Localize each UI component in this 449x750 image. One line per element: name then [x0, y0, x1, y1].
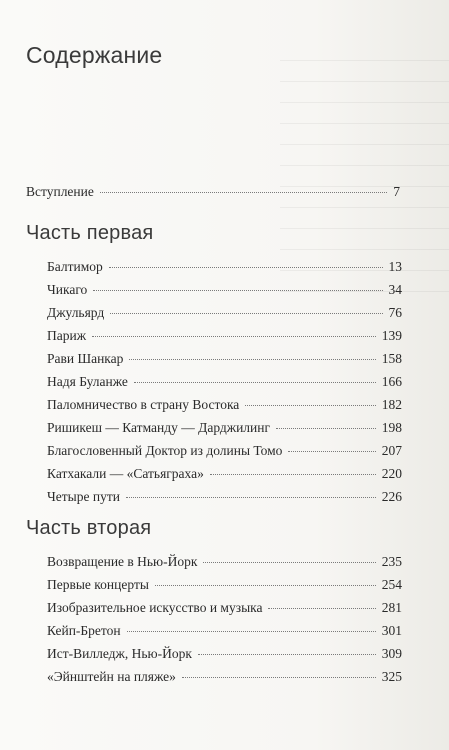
dot-leader [100, 192, 387, 193]
toc-entry [47, 600, 402, 616]
entry-label: Первые концерты [47, 577, 149, 592]
entry-label: Изобразительное искусство и музыка [47, 600, 263, 615]
entry-label: Париж [47, 328, 87, 343]
entry-label: Четыре пути [47, 489, 120, 504]
toc-entry [47, 623, 402, 639]
entry-page: 226 [381, 489, 402, 504]
toc-entry [47, 259, 402, 275]
dot-leader [92, 336, 376, 337]
entry-page: 254 [381, 577, 402, 592]
dot-leader [126, 497, 376, 498]
entry-page: 182 [381, 397, 402, 412]
dot-leader [93, 290, 382, 291]
dot-leader [110, 313, 382, 314]
dot-leader [245, 405, 375, 406]
entry-label: Возвращение в Нью-Йорк [47, 554, 198, 569]
dot-leader [203, 562, 375, 563]
toc-entry [47, 669, 402, 685]
toc-entry-intro [26, 184, 400, 200]
dot-leader [210, 474, 376, 475]
entry-page: 158 [381, 351, 402, 366]
toc-entry [47, 554, 402, 570]
toc-title: Содержание [26, 42, 163, 68]
entry-label: Рави Шанкар [47, 351, 124, 366]
dot-leader [127, 631, 376, 632]
dot-leader [129, 359, 375, 360]
part-one-title: Часть первая [26, 222, 154, 244]
entry-page: 34 [388, 282, 402, 297]
entry-label: Ист-Вилледж, Нью-Йорк [47, 646, 192, 661]
part-two-title: Часть вторая [26, 517, 152, 539]
entry-label: Джульярд [47, 305, 105, 320]
dot-leader [268, 608, 375, 609]
entry-label: Кейп-Бретон [47, 623, 121, 638]
dot-leader [198, 654, 376, 655]
toc-entry [47, 328, 402, 344]
entry-label: Катхакали — «Сатьяграха» [47, 466, 204, 481]
dot-leader [109, 267, 383, 268]
entry-page: 139 [381, 328, 402, 343]
entry-page: 325 [381, 669, 402, 684]
toc-entry [47, 305, 402, 321]
entry-page: 7 [393, 184, 400, 199]
entry-label: Балтимор [47, 259, 103, 274]
entry-label: Надя Буланже [47, 374, 128, 389]
entry-page: 207 [381, 443, 402, 458]
entry-label: «Эйнштейн на пляже» [47, 669, 176, 684]
dot-leader [288, 451, 375, 452]
entry-page: 281 [381, 600, 402, 615]
dot-leader [134, 382, 376, 383]
toc-entry [47, 466, 402, 482]
dot-leader [276, 428, 376, 429]
entry-label: Ришикеш — Катманду — Дарджилинг [47, 420, 271, 435]
entry-page: 220 [381, 466, 402, 481]
toc-entry [47, 489, 402, 505]
toc-entry [47, 577, 402, 593]
entry-label: Чикаго [47, 282, 88, 297]
entry-page: 13 [388, 259, 402, 274]
entry-page: 235 [381, 554, 402, 569]
entry-page: 309 [381, 646, 402, 661]
toc-entry [47, 282, 402, 298]
entry-page: 198 [381, 420, 402, 435]
entry-page: 76 [388, 305, 402, 320]
entry-page: 301 [381, 623, 402, 638]
entry-label: Паломничество в страну Востока [47, 397, 240, 412]
toc-entry [47, 351, 402, 367]
entry-page: 166 [381, 374, 402, 389]
toc-entry [47, 374, 402, 390]
toc-entry [47, 420, 402, 436]
toc-entry [47, 646, 402, 662]
dot-leader [182, 677, 376, 678]
dot-leader [155, 585, 376, 586]
toc-entry [47, 443, 402, 459]
entry-label: Вступление [26, 184, 94, 199]
toc-entry [47, 397, 402, 413]
entry-label: Благословенный Доктор из долины Томо [47, 443, 283, 458]
